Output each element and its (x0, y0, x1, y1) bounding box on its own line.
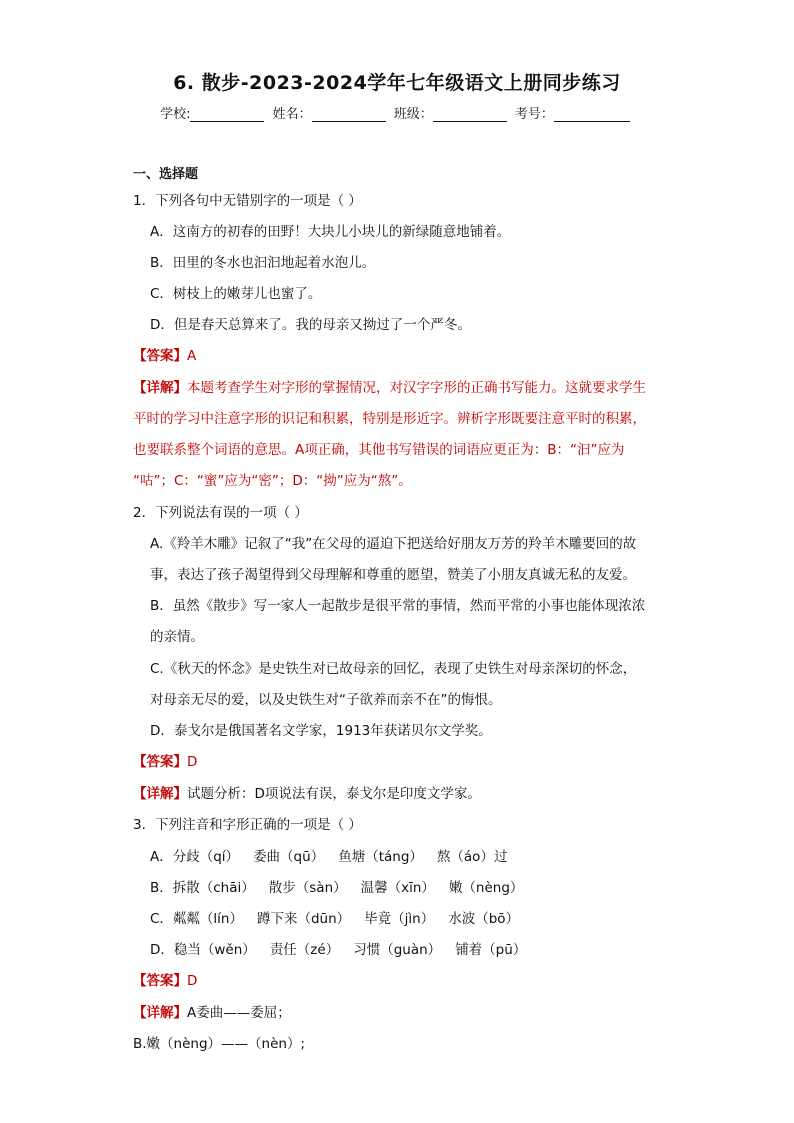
option-item: D．稳当（wěn） (150, 942, 256, 958)
question-1-option-a: A．这南方的初春的田野！大块儿小块儿的新绿随意地铺着。 (150, 224, 511, 240)
question-1-option-c: C．树枝上的嫩芽儿也蜜了。 (150, 286, 322, 302)
option-item: 蹲下来（dūn） (256, 911, 351, 927)
class-label: 班级： (393, 107, 433, 122)
question-1-answer (133, 347, 196, 365)
detail-text: 本题考查学生对字形的掌握情况，对汉字字形的正确书写能力。这就要求学生 (187, 380, 646, 396)
question-2-answer (133, 753, 197, 771)
question-3-option-b (150, 879, 537, 897)
question-2-option-d: D．泰戈尔是俄国著名文学家，1913年获诺贝尔文学奖。 (150, 723, 492, 739)
question-1-detail-line-2: 平时的学习中注意字形的识记和积累，特别是形近字。辨析字形既要注意平时的积累， (133, 411, 646, 427)
option-item: 习惯（guàn） (353, 942, 442, 958)
question-2-option-b-line-1: B．虽然《散步》写一家人一起散步是很平常的事情，然而平常的小事也能体现浓浓 (150, 598, 646, 614)
student-info-row (0, 103, 794, 122)
option-item: 熬（áo）过 (436, 849, 508, 865)
name-blank[interactable] (312, 107, 386, 122)
answer-label: 【答案】 (133, 348, 187, 364)
option-item: B．拆散（chāi） (150, 880, 255, 896)
detail-label: 【详解】 (133, 1005, 187, 1021)
question-3-stem: 3．下列注音和字形正确的一项是（ ） (133, 817, 362, 833)
page-title: 6. 散步-2023-2024学年七年级语文上册同步练习 (173, 72, 621, 94)
question-2-option-b-line-2: 的亲情。 (150, 629, 204, 645)
exam-no-label: 考号： (514, 107, 554, 122)
question-2-option-c-line-1: C.《秋天的怀念》是史铁生对已故母亲的回忆，表现了史铁生对母亲深切的怀念， (150, 661, 637, 677)
question-2-detail (133, 785, 481, 803)
option-item: 委曲（qū） (253, 849, 325, 865)
question-3-answer (133, 972, 197, 990)
question-3-option-d (150, 941, 540, 959)
option-item: 温馨（xīn） (360, 880, 435, 896)
option-item: C．粼粼（lín） (150, 911, 243, 927)
answer-label: 【答案】 (133, 973, 187, 989)
question-2-stem: 2．下列说法有误的一项（ ） (133, 505, 308, 521)
detail-text: A委曲——委屈； (187, 1005, 291, 1021)
question-3-option-c (150, 910, 533, 928)
question-1-detail-line-4: “咕”；C：“蜜”应为“密”；D：“拗”应为“熬”。 (133, 473, 412, 489)
option-item: 鱼塘（táng） (338, 849, 423, 865)
question-2-option-a-line-2: 事，表达了孩子渴望得到父母理解和尊重的愿望，赞美了小朋友真诚无私的友爱。 (150, 567, 636, 583)
answer-value: D (187, 973, 198, 989)
school-label: 学校: (160, 107, 191, 122)
question-3-option-a (150, 848, 521, 866)
option-item: 责任（zé） (269, 942, 340, 958)
answer-label: 【答案】 (133, 754, 187, 770)
option-item: 散步（sàn） (268, 880, 347, 896)
question-3-detail-line-1 (133, 1004, 291, 1022)
question-1-option-b: B．田里的冬水也汩汩地起着水泡儿。 (150, 255, 376, 271)
question-1-detail-line-1 (133, 379, 646, 397)
question-2-option-a-line-1: A.《羚羊木雕》记叙了“我”在父母的逼迫下把送给好朋友万芳的羚羊木雕要回的故 (150, 536, 637, 552)
detail-label: 【详解】 (133, 786, 187, 802)
option-item: 毕竟（jìn） (364, 911, 435, 927)
option-item: A．分歧（qí） (150, 849, 240, 865)
question-1-detail-line-3: 也要联系整个词语的意思。A项正确，其他书写错误的词语应更正为：B：“汩”应为 (133, 442, 625, 458)
class-blank[interactable] (433, 107, 507, 122)
option-item: 嫩（nèng） (448, 880, 524, 896)
question-3-detail-line-2: B.嫩（nèng）——（nèn）; (133, 1036, 306, 1052)
detail-label: 【详解】 (133, 380, 187, 396)
question-2-option-c-line-2: 对母亲无尽的爱，以及史铁生对“子欲养而亲不在”的悔恨。 (150, 692, 502, 708)
question-1-option-d: D．但是春天总算来了。我的母亲又拗过了一个严冬。 (150, 317, 471, 333)
school-blank[interactable] (190, 107, 264, 122)
option-item: 水波（bō） (448, 911, 520, 927)
answer-value: A (187, 348, 197, 364)
detail-text: 试题分析：D项说法有误，泰戈尔是印度文学家。 (187, 786, 481, 802)
exam-no-blank[interactable] (554, 107, 630, 122)
option-item: 铺着（pū） (455, 942, 527, 958)
answer-value: D (187, 754, 198, 770)
name-label: 姓名： (272, 107, 312, 122)
section-heading: 一、选择题 (133, 167, 199, 182)
question-1-stem: 1．下列各句中无错别字的一项是（ ） (133, 193, 362, 209)
